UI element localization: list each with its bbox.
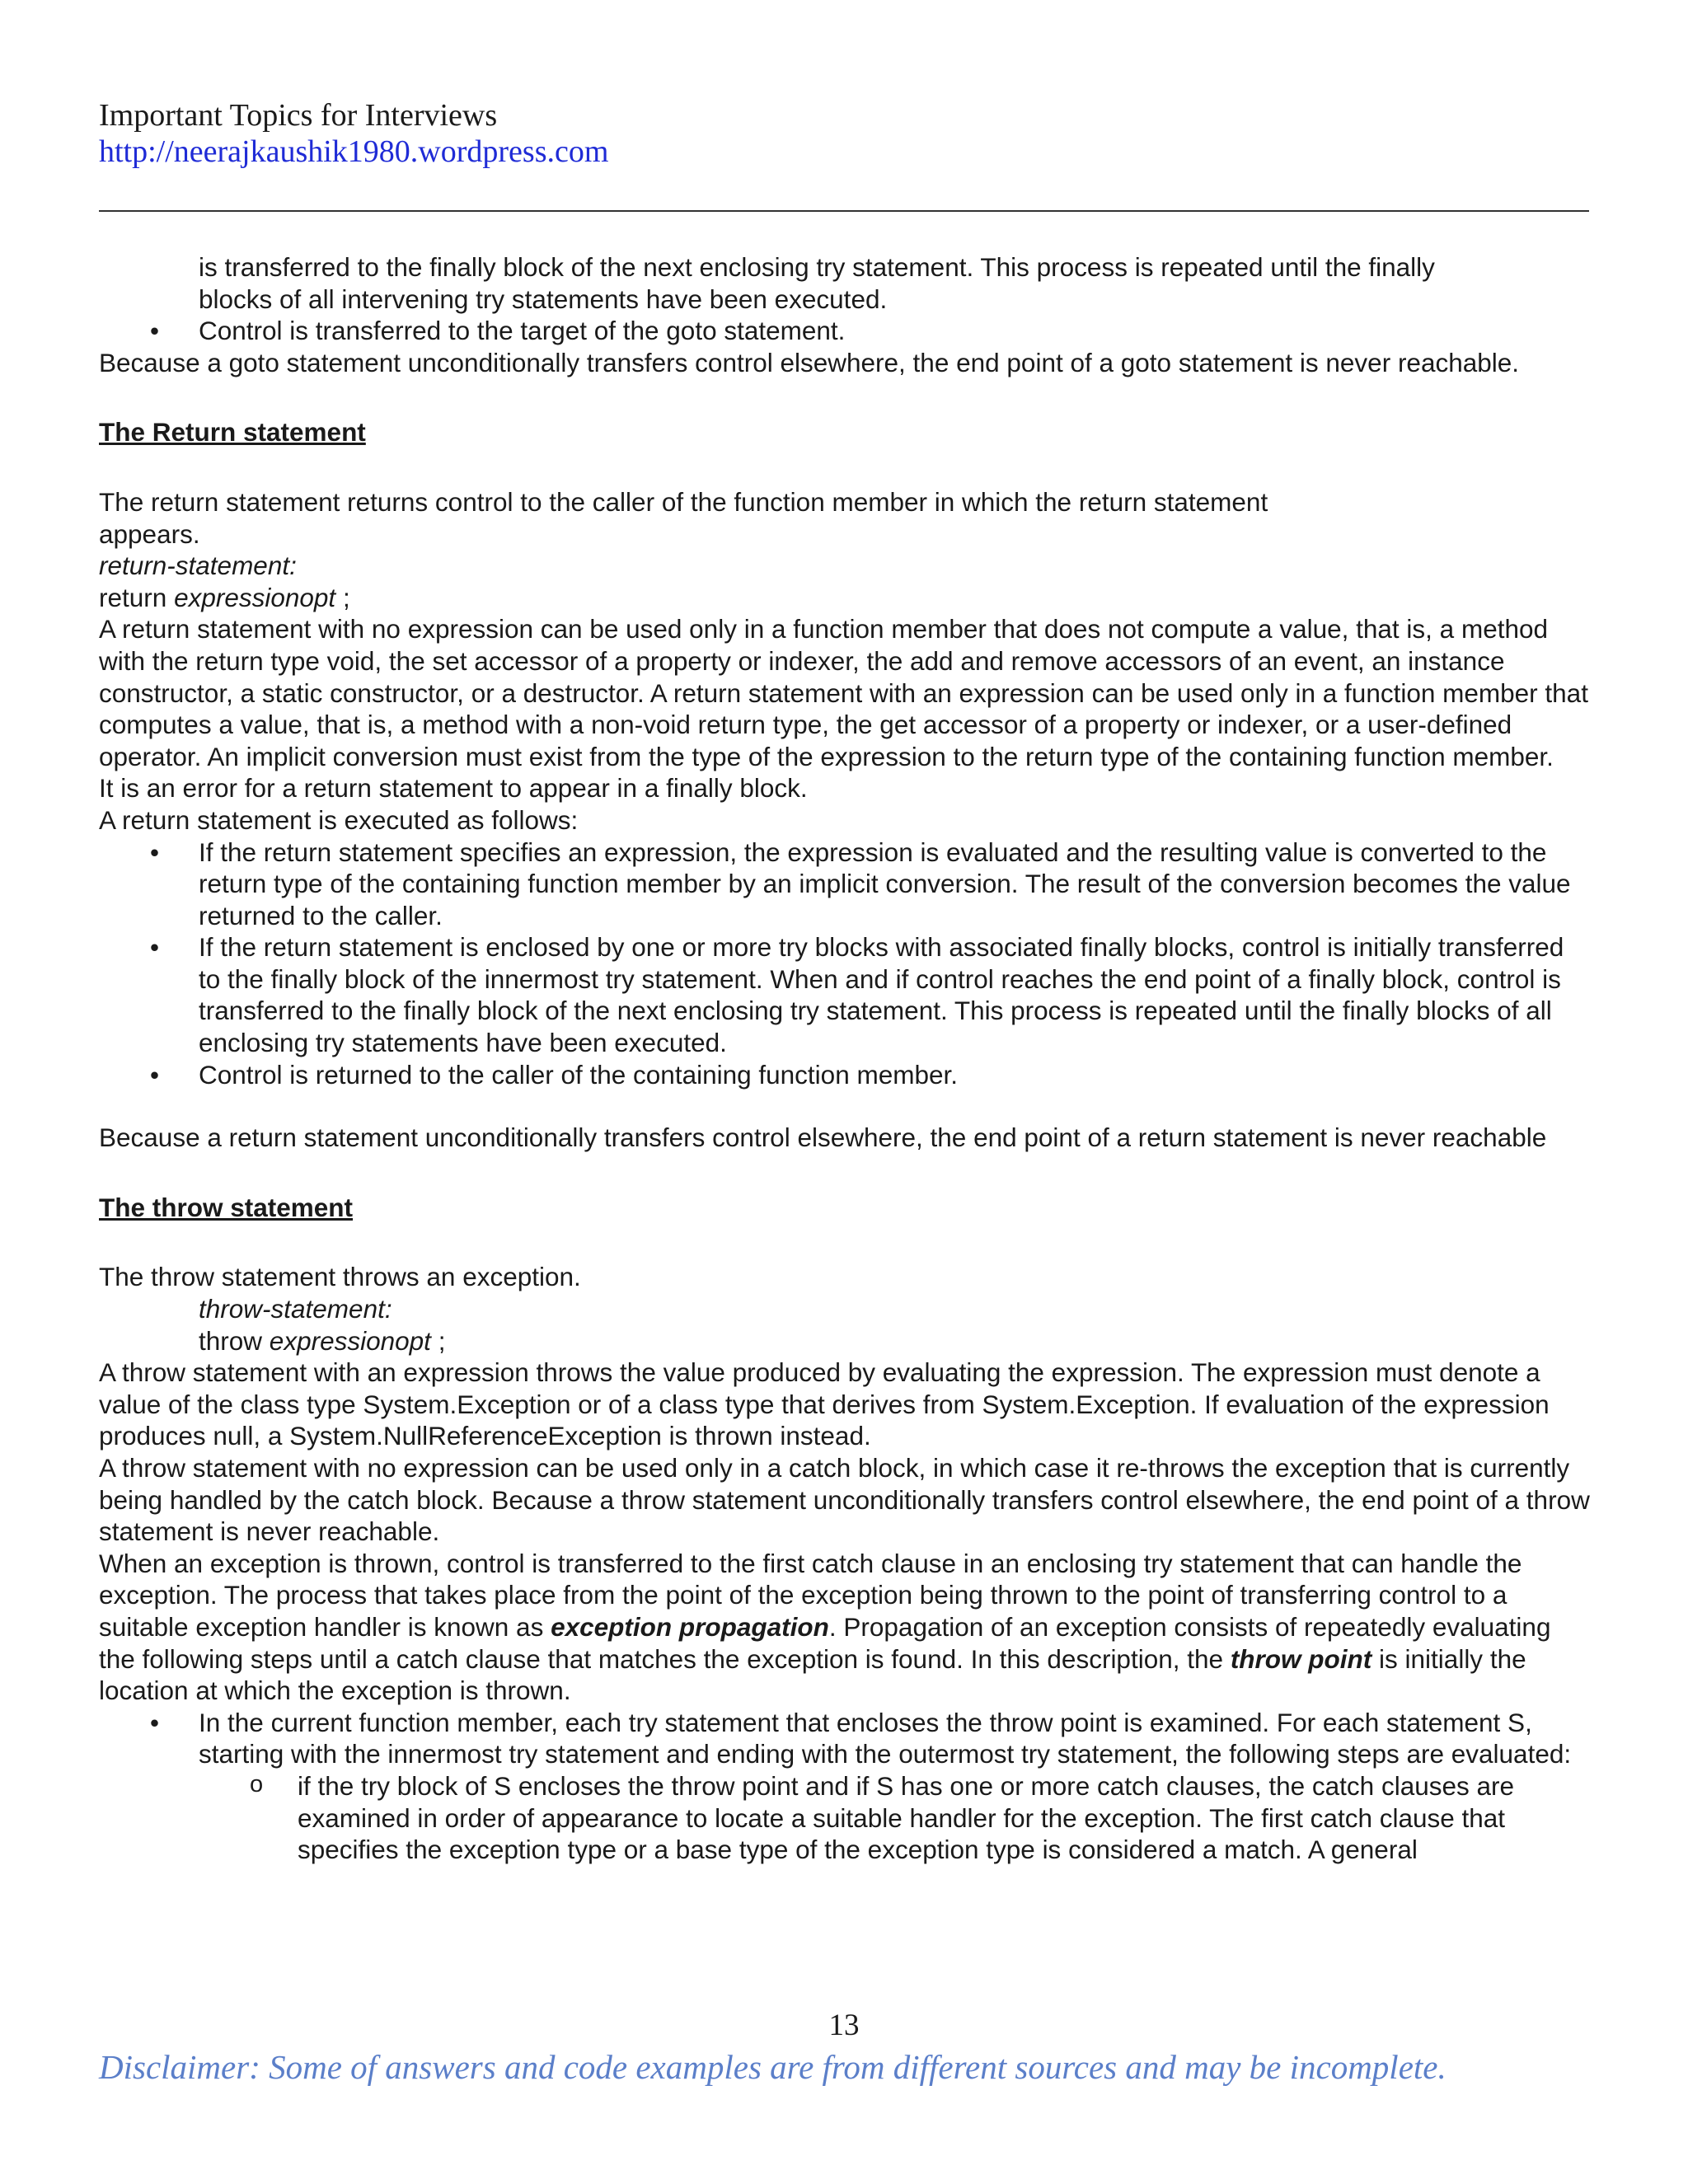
throw-grammar-rule	[99, 1325, 1591, 1357]
return-grammar-label-text: return-statement:	[99, 551, 297, 581]
header-title: Important Topics for Interviews	[99, 98, 498, 133]
return-closing-paragraph: Because a return statement unconditionally transfers control elsewhere, the end point of a return statement is never reachable	[99, 1122, 1547, 1153]
return-intro: The return statement returns control to the caller of the function member in which the return statement	[99, 486, 1268, 517]
return-bullet-item: • If the return statement is enclosed by one or more try blocks with associated finally blocks, control is initially transferred to the finally block of the innermost try statement. When and if control reaches the end point of a finally block, control is transferred to the finally block of the next enclosing try statement. This process is repeated until the finally blocks of all enclosing try statements have been executed.	[99, 931, 1591, 1058]
throw-paragraph-3-part-c: is initially the location at which the exception is thrown.	[99, 1643, 1526, 1706]
footer-disclaimer: Disclaimer: Some of answers and code examples are from different sources and may be incomplete.	[99, 2048, 1447, 2086]
term-throw-point: throw point	[1230, 1643, 1372, 1674]
throw-bullet-list	[99, 1707, 1591, 1866]
throw-bullet-item	[99, 1707, 1591, 1866]
throw-paragraph-3-part-a: When an exception is thrown, control is transferred to the first catch clause in an enclosing try statement that can handle the exception. The process that takes place from the point of the exception being thrown to the point of transferring control to a suitable exception handler is known as	[99, 1548, 1522, 1642]
throw-sub-bullet-list	[199, 1770, 1591, 1866]
return-grammar-expression: expressionopt	[174, 582, 336, 612]
return-bullet-item: • If the return statement specifies an expression, the expression is evaluated and the resulting value is converted to the return type of the containing function member by an implicit conversion. The result of the conversion becomes the value returned to the caller.	[99, 837, 1591, 932]
page-header	[99, 97, 1591, 170]
goto-continuation-line-2: blocks of all intervening try statements have been executed.	[199, 284, 888, 314]
section-gap	[99, 1154, 1591, 1192]
goto-bullet-item: • Control is transferred to the target of the goto statement.	[99, 315, 1591, 347]
throw-intro: The throw statement throws an exception.	[99, 1262, 581, 1292]
goto-bullet-list	[99, 315, 1591, 347]
goto-closing-paragraph: Because a goto statement unconditionally transfers control elsewhere, the end point of a goto statement is never reachable.	[99, 347, 1520, 377]
return-grammar-rule	[99, 582, 1591, 614]
throw-paragraph-1: A throw statement with an expression throws the value produced by evaluating the expression. The expression must denote a value of the class type System.Exception or of a class type that derives from System.Exception. If evaluation of the expression produces null, a System.NullReferenceException is thrown instead.	[99, 1357, 1550, 1451]
throw-section-heading: The throw statement	[99, 1192, 354, 1222]
throw-paragraph-2: A throw statement with no expression can be used only in a catch block, in which case it re-throws the exception that is currently being handled by the catch block. Because a throw statement unconditionally transfers control elsewhere, the end point of a throw statement is never reachable.	[99, 1453, 1590, 1547]
throw-grammar-label-text: throw-statement:	[199, 1294, 392, 1324]
throw-grammar-label	[99, 1293, 1591, 1325]
return-grammar-terminator: ;	[342, 582, 350, 612]
throw-paragraph-3-part-b: . Propagation of an exception consists of repeatedly evaluating the following steps until a catch clause that matches the exception is found. In this description, the	[99, 1611, 1551, 1674]
term-exception-propagation: exception propagation	[551, 1611, 829, 1642]
return-section-heading: The Return statement	[99, 417, 366, 448]
header-url-link[interactable]: http://neerajkaushik1980.wordpress.com	[99, 134, 609, 169]
return-grammar-keyword: return	[99, 582, 167, 612]
header-divider	[99, 210, 1589, 212]
return-bullet-item: • Control is returned to the caller of the containing function member.	[99, 1059, 1591, 1091]
throw-paragraph-3	[99, 1548, 1591, 1707]
return-grammar-label	[99, 550, 1591, 582]
throw-sub-bullet-item: o if the try block of S encloses the throw point and if S has one or more catch clauses, the catch clauses are examined in order of appearance to locate a suitable handler for the exception. The first catch clause that specifies the exception type or a base type of the exception type is considered a match. A general	[199, 1770, 1591, 1866]
page-number: 13	[828, 2008, 860, 2042]
paragraph-gap	[99, 1090, 1591, 1122]
section-gap	[99, 378, 1591, 416]
page-body	[99, 251, 1591, 1866]
goto-continuation-line-1: is transferred to the finally block of the next enclosing try statement. This process is repeated until the finally	[199, 252, 1435, 282]
return-paragraph-2: It is an error for a return statement to appear in a finally block.	[99, 773, 808, 804]
return-paragraph-3: A return statement is executed as follows:	[99, 804, 579, 835]
throw-grammar-expression: expressionopt	[269, 1325, 431, 1356]
return-paragraph-1: A return statement with no expression can be used only in a function member that does not compute a value, that is, a method with the return type void, the set accessor of a property or indexer, the add and remove accessors of an event, an instance constructor, a static constructor, or a destructor. A return statement with an expression can be used only in a function member that computes a value, that is, a method with a non-void return type, the get accessor of a property or indexer, or a user-defined operator. An implicit conversion must exist from the type of the expression to the return type of the containing function member.	[99, 614, 1588, 771]
throw-grammar-terminator: ;	[438, 1325, 446, 1356]
section-gap	[99, 1223, 1591, 1261]
throw-bullet-text: In the current function member, each try statement that encloses the throw point is examined. For each statement S, starting with the innermost try statement and ending with the outermost try statement, the following steps are evaluated:	[199, 1707, 1572, 1769]
return-bullet-list	[99, 837, 1591, 1091]
section-gap	[99, 448, 1591, 486]
return-intro-continued: appears.	[99, 518, 200, 549]
throw-grammar-keyword: throw	[199, 1325, 263, 1356]
